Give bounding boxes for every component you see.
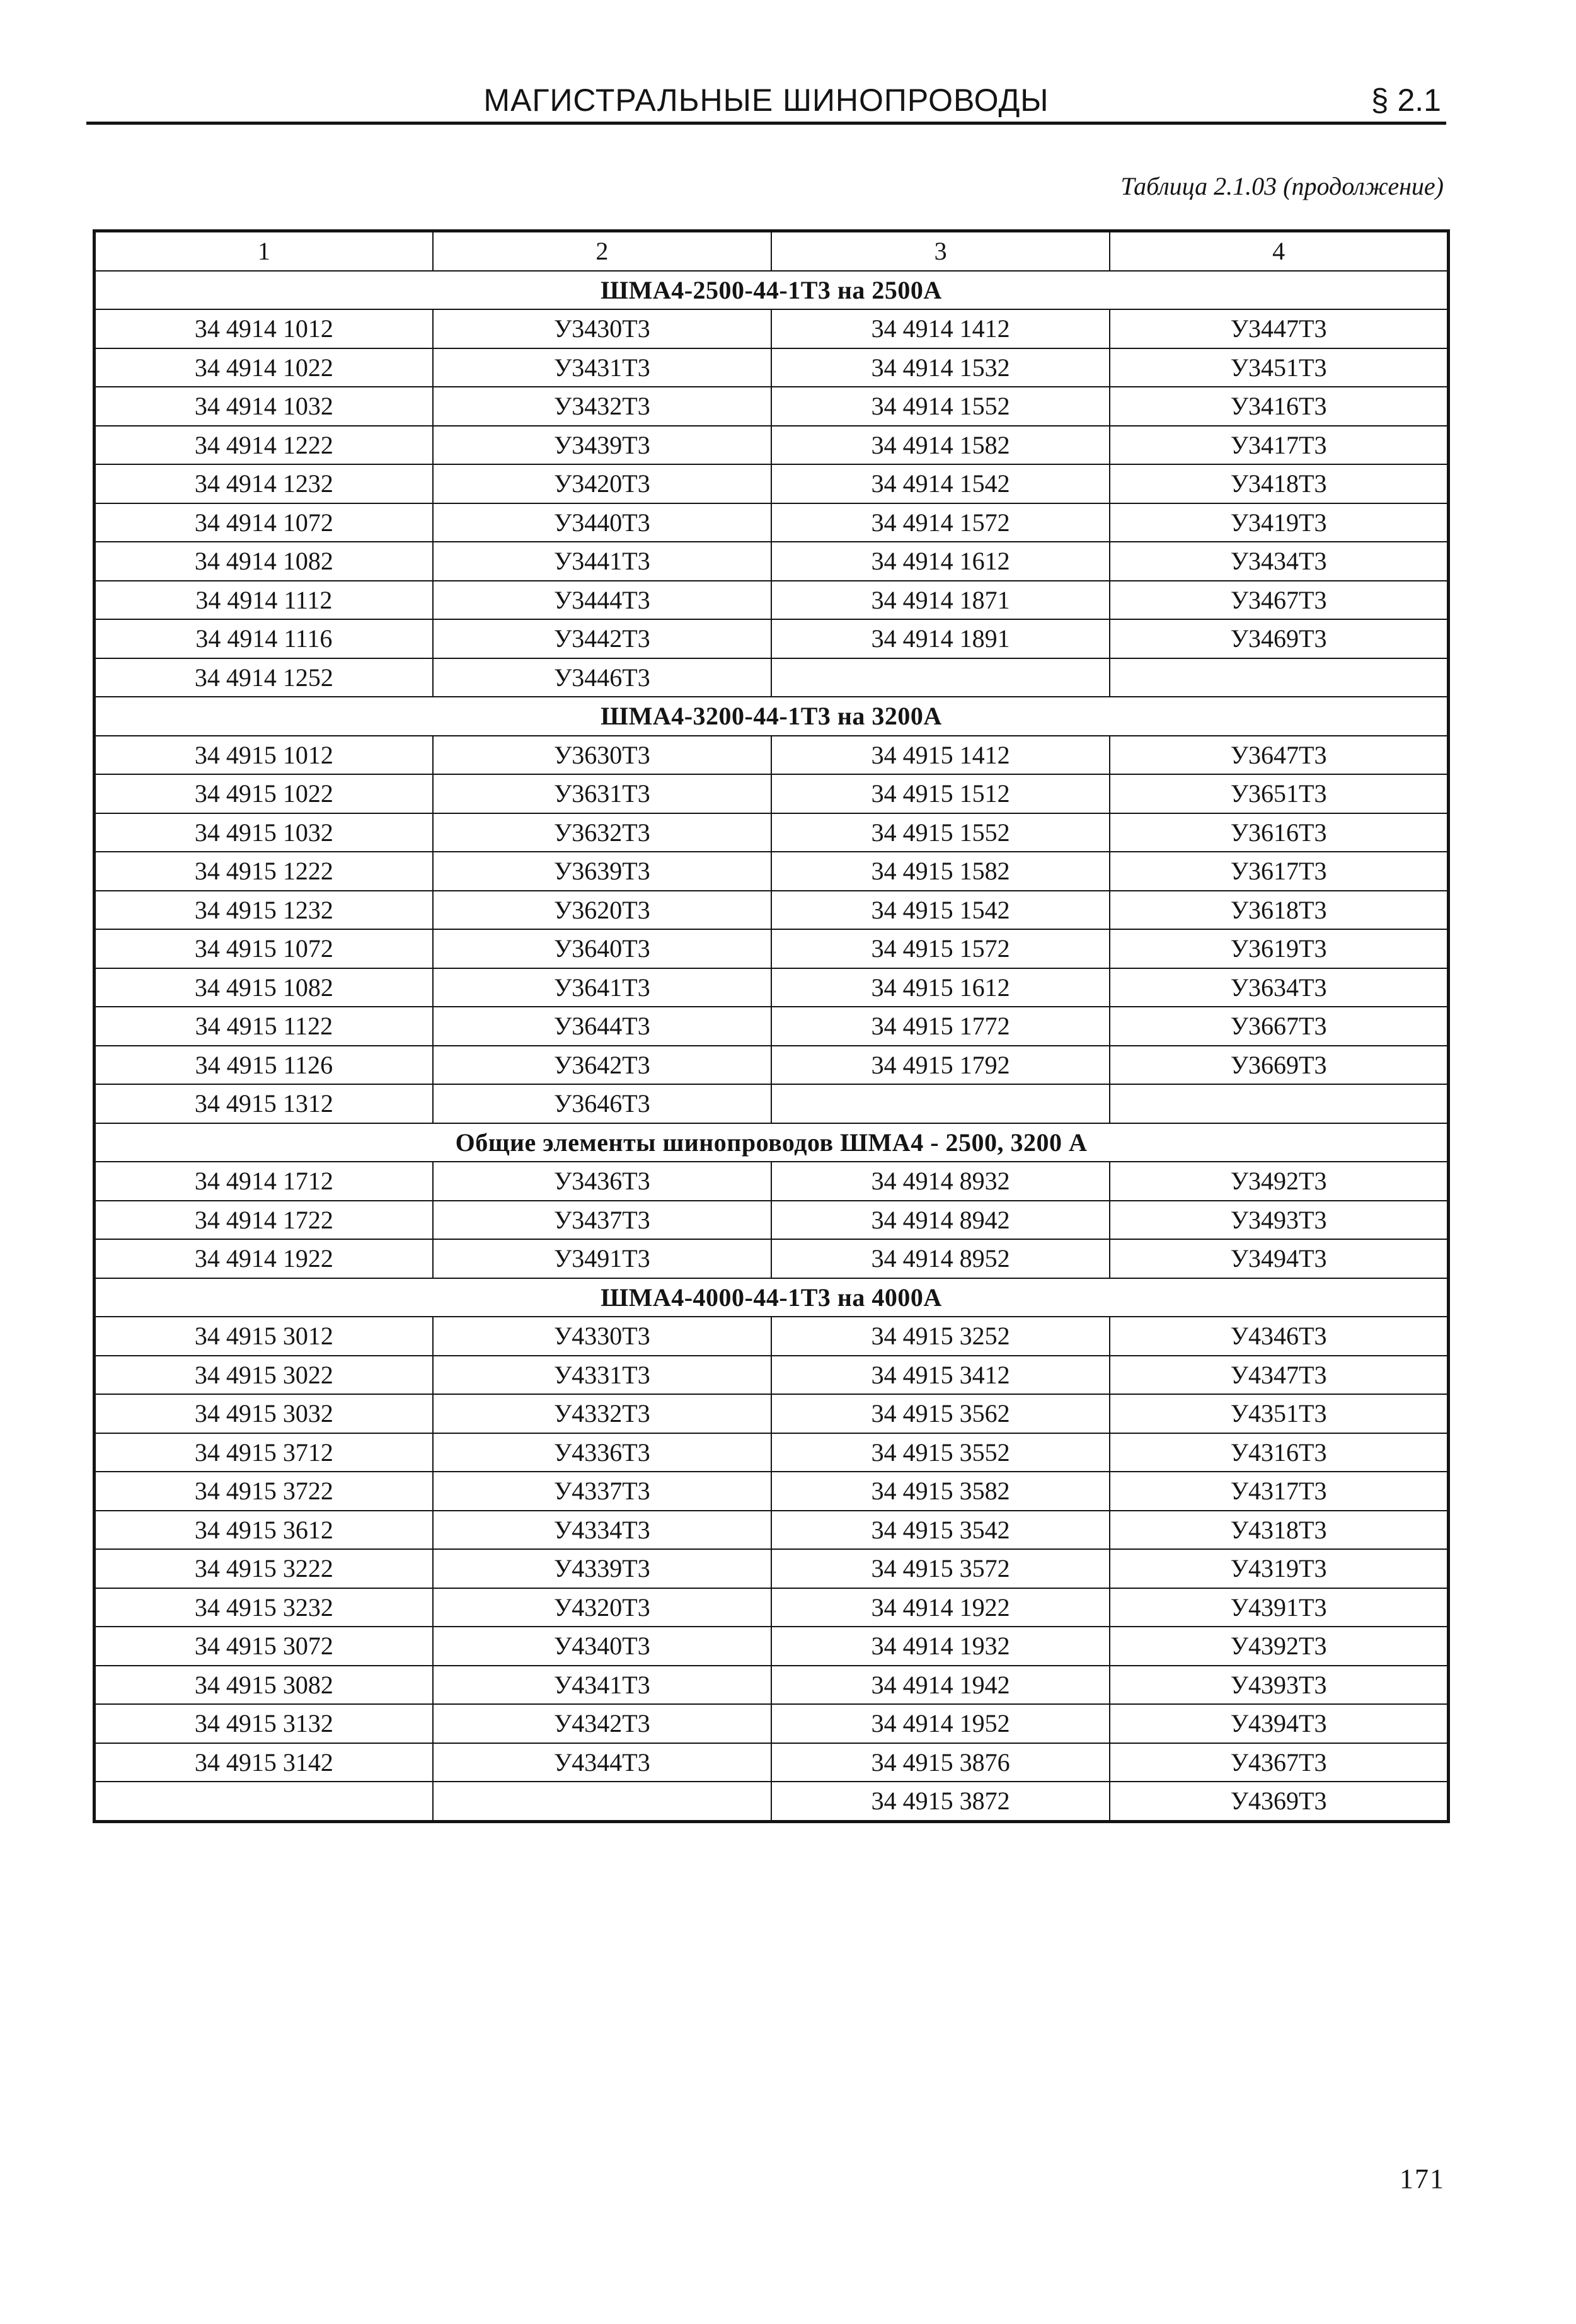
table-cell	[771, 658, 1110, 697]
table-cell: 34 4915 3032	[95, 1394, 433, 1433]
table-cell: 34 4914 1942	[771, 1666, 1110, 1705]
page-number: 171	[1400, 2163, 1445, 2194]
table-cell: У4336Т3	[433, 1433, 771, 1472]
table-row	[95, 1549, 1449, 1588]
table-cell: 34 4915 1222	[95, 852, 433, 891]
table-cell: У3417Т3	[1110, 426, 1448, 465]
table-row	[95, 1356, 1449, 1395]
table-cell: 34 4914 8942	[771, 1201, 1110, 1240]
section-title: ШМА4-2500-44-1Т3 на 2500А	[95, 271, 1449, 310]
section-title: ШМА4-4000-44-1Т3 на 4000А	[95, 1278, 1449, 1317]
table-row	[95, 1201, 1449, 1240]
table-cell: У3651Т3	[1110, 774, 1448, 813]
table-cell: 34 4915 1122	[95, 1007, 433, 1046]
table-cell: 34 4915 1072	[95, 929, 433, 968]
table-cell	[771, 1084, 1110, 1123]
table-cell: У4344Т3	[433, 1743, 771, 1782]
table-cell: 34 4915 3542	[771, 1511, 1110, 1550]
table-cell: 34 4915 3572	[771, 1549, 1110, 1588]
table-row	[95, 813, 1449, 852]
table-cell: 34 4914 1252	[95, 658, 433, 697]
table-cell: У3432Т3	[433, 387, 771, 426]
data-table	[93, 229, 1450, 1823]
table-cell: 34 4914 1116	[95, 619, 433, 658]
table-row	[95, 774, 1449, 813]
table-cell: 34 4915 3562	[771, 1394, 1110, 1433]
table-body	[95, 231, 1449, 1822]
table-row	[95, 1084, 1449, 1123]
section-header-row	[95, 1123, 1449, 1162]
table-cell: 34 4915 3872	[771, 1782, 1110, 1821]
table-cell: 34 4915 3582	[771, 1472, 1110, 1511]
table-cell: 34 4915 1512	[771, 774, 1110, 813]
table-cell: У4347Т3	[1110, 1356, 1448, 1395]
table-cell	[95, 1782, 433, 1821]
table-cell: 34 4915 3022	[95, 1356, 433, 1395]
table-cell: У3644Т3	[433, 1007, 771, 1046]
column-header-cell: 2	[433, 231, 771, 271]
table-cell: У3641Т3	[433, 968, 771, 1007]
table-cell: У3447Т3	[1110, 309, 1448, 348]
table-cell: 34 4914 1932	[771, 1627, 1110, 1666]
table-cell: 34 4915 3552	[771, 1433, 1110, 1472]
table-cell: 34 4915 1572	[771, 929, 1110, 968]
table-cell: У3442Т3	[433, 619, 771, 658]
column-header-cell: 4	[1110, 231, 1448, 271]
section-header-row	[95, 271, 1449, 310]
table-cell: 34 4914 1112	[95, 581, 433, 620]
table-row	[95, 387, 1449, 426]
table-cell: У3437Т3	[433, 1201, 771, 1240]
table-row	[95, 1317, 1449, 1356]
table-cell: 34 4914 1952	[771, 1704, 1110, 1743]
table-cell: У4367Т3	[1110, 1743, 1448, 1782]
table-row	[95, 1239, 1449, 1278]
table-cell: У3667Т3	[1110, 1007, 1448, 1046]
table-cell: 34 4914 1922	[95, 1239, 433, 1278]
table-cell: У3494Т3	[1110, 1239, 1448, 1278]
table-cell: У3631Т3	[433, 774, 771, 813]
table-cell: 34 4915 1126	[95, 1046, 433, 1085]
table-cell: У3642Т3	[433, 1046, 771, 1085]
table-cell: У4392Т3	[1110, 1627, 1448, 1666]
table-row	[95, 348, 1449, 387]
table-row	[95, 891, 1449, 930]
table-cell: У3441Т3	[433, 542, 771, 581]
table-cell: У3640Т3	[433, 929, 771, 968]
table-cell: У3444Т3	[433, 581, 771, 620]
section-title: ШМА4-3200-44-1Т3 на 3200А	[95, 697, 1449, 736]
table-cell: 34 4915 3722	[95, 1472, 433, 1511]
table-cell: У4330Т3	[433, 1317, 771, 1356]
table-cell: У4317Т3	[1110, 1472, 1448, 1511]
table-cell: 34 4914 1612	[771, 542, 1110, 581]
table-cell: У4318Т3	[1110, 1511, 1448, 1550]
table-cell: У3632Т3	[433, 813, 771, 852]
table-row	[95, 1782, 1449, 1821]
section-title: Общие элементы шинопроводов ШМА4 - 2500, 3200 А	[95, 1123, 1449, 1162]
table-row	[95, 1162, 1449, 1201]
table-cell: 34 4915 3252	[771, 1317, 1110, 1356]
table-cell: 34 4914 1222	[95, 426, 433, 465]
table-cell: 34 4915 1022	[95, 774, 433, 813]
table-cell: 34 4914 1722	[95, 1201, 433, 1240]
table-cell: 34 4914 1532	[771, 348, 1110, 387]
table-cell: У4316Т3	[1110, 1433, 1448, 1472]
table-cell: У3617Т3	[1110, 852, 1448, 891]
table-row	[95, 736, 1449, 775]
table-cell: 34 4915 3132	[95, 1704, 433, 1743]
column-header-cell: 1	[95, 231, 433, 271]
table-row	[95, 542, 1449, 581]
table-cell: 34 4914 1572	[771, 503, 1110, 542]
table-cell: 34 4915 1412	[771, 736, 1110, 775]
table-cell: У3420Т3	[433, 464, 771, 503]
table-cell: У4391Т3	[1110, 1588, 1448, 1627]
table-cell: У3619Т3	[1110, 929, 1448, 968]
section-header-row	[95, 697, 1449, 736]
table-cell: 34 4915 3712	[95, 1433, 433, 1472]
table-cell: У4337Т3	[433, 1472, 771, 1511]
table-cell: 34 4914 1891	[771, 619, 1110, 658]
table-cell: 34 4914 1072	[95, 503, 433, 542]
table-cell: У3634Т3	[1110, 968, 1448, 1007]
table-cell: У3440Т3	[433, 503, 771, 542]
table-cell: У3618Т3	[1110, 891, 1448, 930]
table-row	[95, 1007, 1449, 1046]
table-cell: 34 4915 3142	[95, 1743, 433, 1782]
table-cell: У3646Т3	[433, 1084, 771, 1123]
table-cell: У3630Т3	[433, 736, 771, 775]
table-cell: У3639Т3	[433, 852, 771, 891]
table-cell: У3418Т3	[1110, 464, 1448, 503]
table-cell: 34 4914 1922	[771, 1588, 1110, 1627]
table-cell: У4351Т3	[1110, 1394, 1448, 1433]
table-row	[95, 619, 1449, 658]
table-cell: 34 4915 1612	[771, 968, 1110, 1007]
table-cell: 34 4915 1082	[95, 968, 433, 1007]
table-cell: У4320Т3	[433, 1588, 771, 1627]
table-cell: У4346Т3	[1110, 1317, 1448, 1356]
table-cell: У3439Т3	[433, 426, 771, 465]
table-cell: 34 4915 1312	[95, 1084, 433, 1123]
table-cell: У4334Т3	[433, 1511, 771, 1550]
table-cell: 34 4915 3072	[95, 1627, 433, 1666]
table-cell	[433, 1782, 771, 1821]
table-row	[95, 464, 1449, 503]
column-header-cell: 3	[771, 231, 1110, 271]
table-cell: 34 4915 3612	[95, 1511, 433, 1550]
table-row	[95, 968, 1449, 1007]
table-row	[95, 503, 1449, 542]
table-cell: У3669Т3	[1110, 1046, 1448, 1085]
table-cell: 34 4915 3232	[95, 1588, 433, 1627]
table-cell: 34 4914 1082	[95, 542, 433, 581]
table-cell: У3446Т3	[433, 658, 771, 697]
table-cell: 34 4914 1871	[771, 581, 1110, 620]
table-cell: У3647Т3	[1110, 736, 1448, 775]
table-cell: 34 4915 1012	[95, 736, 433, 775]
table-cell: 34 4915 3012	[95, 1317, 433, 1356]
table-cell: У4332Т3	[433, 1394, 771, 1433]
table-cell: 34 4914 1022	[95, 348, 433, 387]
running-header	[86, 74, 1446, 125]
table-cell: 34 4914 1232	[95, 464, 433, 503]
table-row	[95, 929, 1449, 968]
table-cell: У4342Т3	[433, 1704, 771, 1743]
table-cell: У3431Т3	[433, 348, 771, 387]
table-cell: У3491Т3	[433, 1239, 771, 1278]
table-cell	[1110, 1084, 1448, 1123]
table-row	[95, 1046, 1449, 1085]
table-cell: У4394Т3	[1110, 1704, 1448, 1743]
table-cell: 34 4914 1712	[95, 1162, 433, 1201]
table-cell: 34 4914 1552	[771, 387, 1110, 426]
section-number: § 2.1	[1371, 83, 1441, 118]
table-row	[95, 426, 1449, 465]
table-cell: У3492Т3	[1110, 1162, 1448, 1201]
table-row	[95, 852, 1449, 891]
table-cell: 34 4914 1012	[95, 309, 433, 348]
table-row	[95, 309, 1449, 348]
table-row	[95, 1743, 1449, 1782]
table-cell: 34 4914 1582	[771, 426, 1110, 465]
table-cell: 34 4914 1032	[95, 387, 433, 426]
table-cell: 34 4915 1552	[771, 813, 1110, 852]
table-cell: У3430Т3	[433, 309, 771, 348]
table-cell: У4339Т3	[433, 1549, 771, 1588]
table-cell: У4393Т3	[1110, 1666, 1448, 1705]
table-row	[95, 1394, 1449, 1433]
table-cell: У3451Т3	[1110, 348, 1448, 387]
table-cell: 34 4914 1412	[771, 309, 1110, 348]
header-rule	[86, 122, 1446, 125]
table-cell: У3434Т3	[1110, 542, 1448, 581]
table-row	[95, 1511, 1449, 1550]
table-cell: 34 4915 3876	[771, 1743, 1110, 1782]
table-caption: Таблица 2.1.03 (продолжение)	[1120, 172, 1444, 200]
table-cell: У4319Т3	[1110, 1549, 1448, 1588]
table-cell: У4369Т3	[1110, 1782, 1448, 1821]
table-cell: 34 4915 1772	[771, 1007, 1110, 1046]
table-cell: У3419Т3	[1110, 503, 1448, 542]
table-cell: 34 4915 3412	[771, 1356, 1110, 1395]
table-cell: У3467Т3	[1110, 581, 1448, 620]
table-cell: 34 4914 1542	[771, 464, 1110, 503]
table-cell: У3493Т3	[1110, 1201, 1448, 1240]
header-title: МАГИСТРАЛЬНЫЕ ШИНОПРОВОДЫ	[483, 83, 1049, 118]
section-header-row	[95, 1278, 1449, 1317]
table-row	[95, 1627, 1449, 1666]
table-cell: У4331Т3	[433, 1356, 771, 1395]
table-cell: 34 4915 1582	[771, 852, 1110, 891]
table-cell: У4340Т3	[433, 1627, 771, 1666]
table-cell: У4341Т3	[433, 1666, 771, 1705]
table-cell: 34 4915 3222	[95, 1549, 433, 1588]
table-cell: У3436Т3	[433, 1162, 771, 1201]
table-row	[95, 1704, 1449, 1743]
table-cell: 34 4915 1542	[771, 891, 1110, 930]
table-cell: 34 4915 1232	[95, 891, 433, 930]
table-row	[95, 1472, 1449, 1511]
table-cell: 34 4914 8932	[771, 1162, 1110, 1201]
table-row	[95, 581, 1449, 620]
table-cell: 34 4915 3082	[95, 1666, 433, 1705]
table-row	[95, 1433, 1449, 1472]
table-row	[95, 658, 1449, 697]
table-cell: У3620Т3	[433, 891, 771, 930]
table-row	[95, 1588, 1449, 1627]
table-row	[95, 1666, 1449, 1705]
table-cell: У3469Т3	[1110, 619, 1448, 658]
table-cell	[1110, 658, 1448, 697]
table-cell: 34 4915 1792	[771, 1046, 1110, 1085]
table-cell: У3416Т3	[1110, 387, 1448, 426]
table-cell: У3616Т3	[1110, 813, 1448, 852]
table-cell: 34 4915 1032	[95, 813, 433, 852]
table-cell: 34 4914 8952	[771, 1239, 1110, 1278]
column-header-row	[95, 231, 1449, 271]
